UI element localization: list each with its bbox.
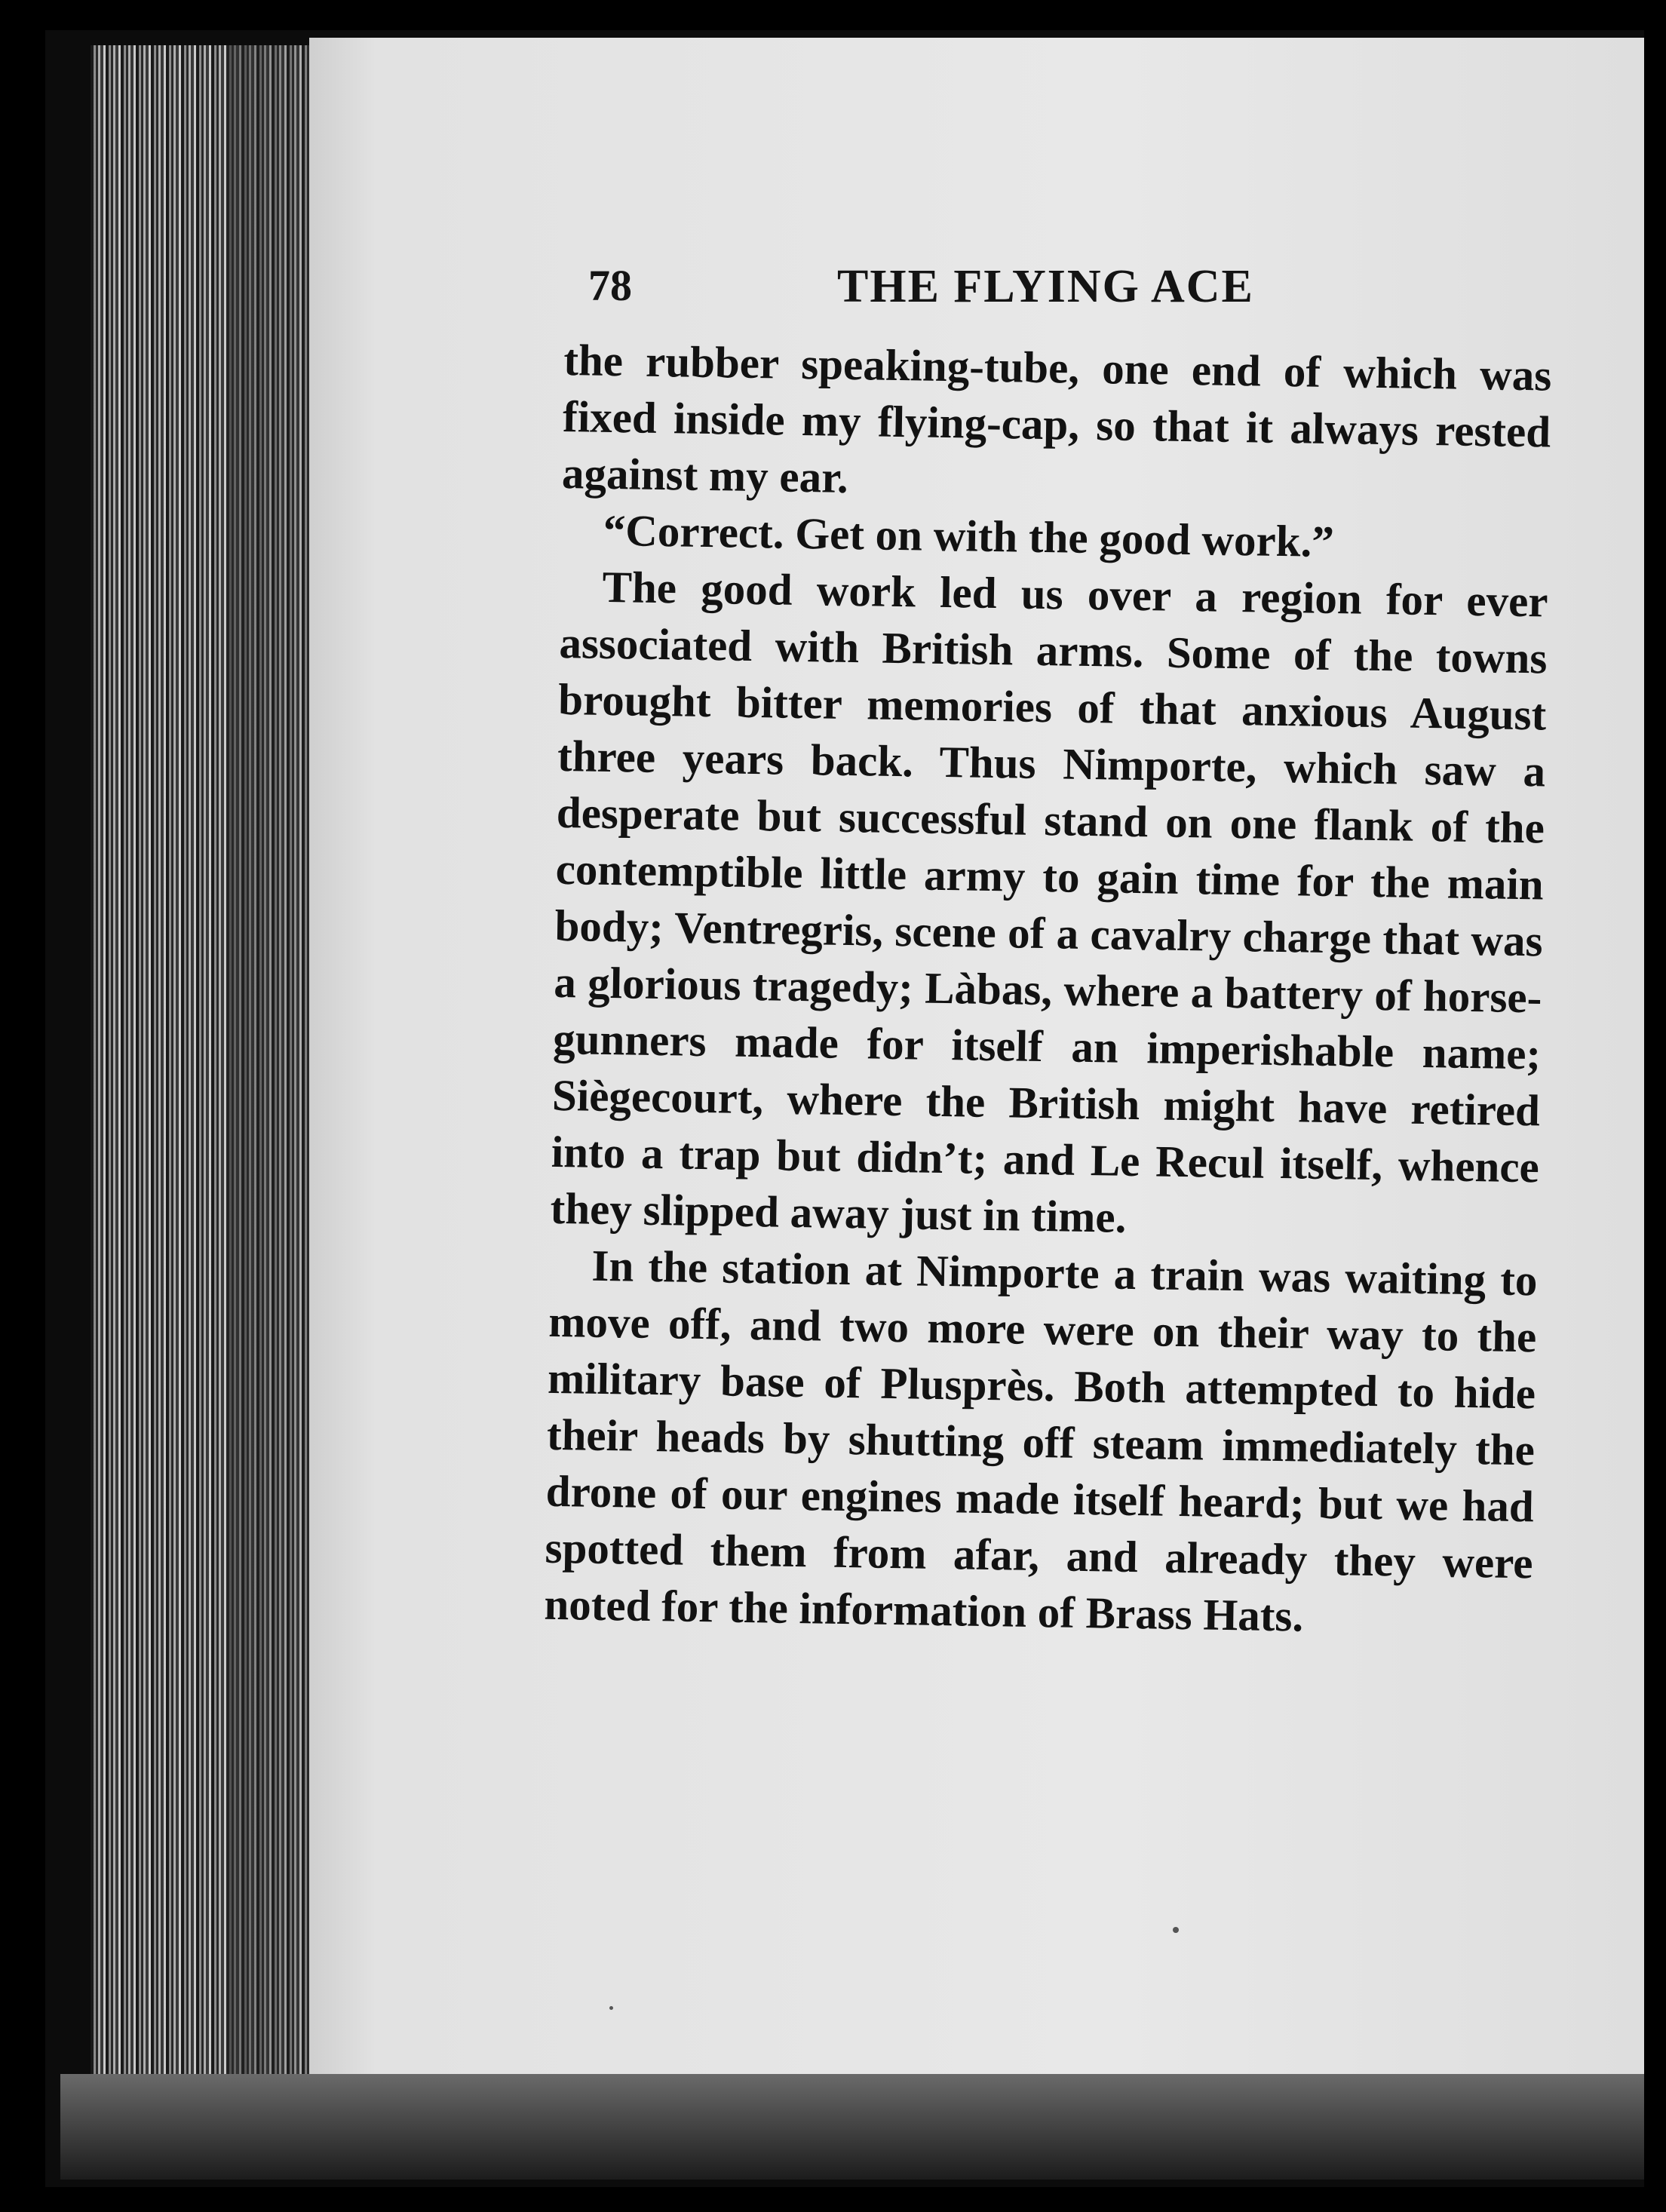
paragraph-station: In the station at Nimporte a train was waiting to move off, and two more were on their way to the military base of Plusprès. Both attempted to hide their heads by shutting off steam immediately the drone of our engines made itself heard; but we had spotted them from afar, and already they were noted for the information of Brass Hats. <box>543 1240 1538 1641</box>
book-bottom-edge <box>60 2074 1644 2180</box>
paragraph-region: The good work led us over a region for ever associated with British arms. Some of the towns brought bitter memories of that anxious August three years back. Thus Nimporte, which saw a desperate but successful stand on one flank of the contemptible little army to gain time for the main body; Ventregris, scene of a cavalry charge that was a glorious tragedy; Làbas, where a battery of horse-gunners made for itself an imperishable name; Siègecourt, where the British might have retired into a trap but didn’t; and Le Recul itself, whence they slipped away just in time. <box>550 561 1549 1242</box>
paragraph-dialogue: “Correct. Get on with the good work.” <box>603 505 1335 567</box>
paragraph-continuation: the rubber speaking-tube, one end of which was fixed inside my flying-cap, so that it always rested against my ear. <box>561 334 1552 502</box>
paper-speck <box>609 2006 613 2010</box>
paper-speck <box>1173 1927 1179 1933</box>
page-number: 78 <box>588 261 632 310</box>
page-body-text <box>544 332 1552 1648</box>
running-title: THE FLYING ACE <box>837 261 1254 312</box>
page-header <box>588 253 1342 321</box>
